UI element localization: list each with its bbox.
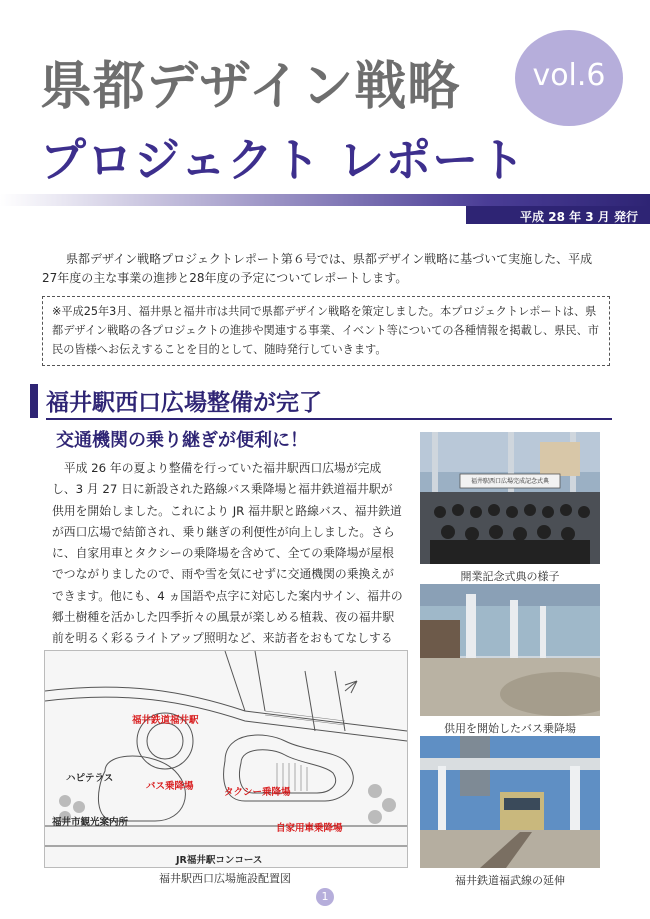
map-label-station: 福井鉄道福井駅 — [132, 715, 199, 726]
article-title: 福井駅西口広場整備が完了 — [46, 390, 322, 416]
railway-caption: 福井鉄道福武線の延伸 — [455, 874, 565, 887]
header-gradient-bar — [0, 194, 650, 206]
issue-date: 平成 28 年 3 月 発行 — [520, 210, 638, 224]
section-rule — [46, 418, 612, 420]
article-body: 平成 26 年の夏より整備を行っていた福井駅西口広場が完成し、3 月 27 日に新設された路線バス乗降場と福井鉄道福井駅が供用を開始しました。これにより JR 福井駅と路線バス、福井鉄道が西口広場で結節され、乗り継ぎの利便性が向上しました。さらに、自家用車とタクシーの乗降場を含めて、全ての乗降場が屋根でつながりましたので、雨や雪を気にせずに交通機関の乗換えができます。他にも、4 ヵ国語や点字に対応した案内サイン、福井の郷土樹種を活かした四季折々の風景が楽しめる植栽、夜の福井駅前を明るく彩るライトアップ照明など、来訪者をおもてなしする — [52, 461, 403, 646]
map-caption: 福井駅西口広場施設配置図 — [159, 872, 291, 885]
section-marker — [30, 384, 38, 418]
map-label-hapiterrace: ハピテラス — [66, 773, 114, 784]
intro-lead: 県都デザイン戦略プロジェクトレポート第６号では、県都デザイン戦略に基づいて実施した、平成27年度の主な事業の進捗と28年度の予定についてレポートします。 — [42, 252, 593, 285]
title-line-2: プロジェクト レポート — [40, 133, 527, 187]
map-label-tourist: 福井市観光案内所 — [52, 817, 129, 828]
ceremony-sign: 福井駅西口広場完成記念式典 — [470, 478, 549, 485]
title-line-1: 県都デザイン戦略 — [40, 56, 461, 117]
map-label-private: 自家用車乗降場 — [276, 823, 343, 834]
bus-platform-photo — [420, 584, 600, 716]
bus-platform-caption: 供用を開始したバス乗降場 — [444, 722, 576, 735]
article-subtitle: 交通機関の乗り継ぎが便利に！ — [56, 430, 308, 451]
note-text: ※平成25年3月、福井県と福井市は共同で県都デザイン戦略を策定しました。本プロジェクトレポートは、県都デザイン戦略の各プロジェクトの進捗や関連する事業、イベント等についての各種情報を掲載し、県民、市民の皆様へお伝えすることを目的として、随時発行していきます。 — [52, 305, 599, 356]
facility-map — [44, 650, 408, 868]
railway-photo — [420, 736, 600, 868]
ceremony-photo — [420, 432, 600, 564]
volume-label: vol.6 — [532, 58, 606, 93]
page-number: 1 — [316, 888, 334, 906]
map-label-taxi: タクシー乗降場 — [224, 787, 291, 798]
map-label-bus: バス乗降場 — [146, 781, 194, 792]
ceremony-caption: 開業記念式典の様子 — [460, 570, 560, 583]
map-label-concourse: JR福井駅コンコース — [176, 855, 263, 866]
